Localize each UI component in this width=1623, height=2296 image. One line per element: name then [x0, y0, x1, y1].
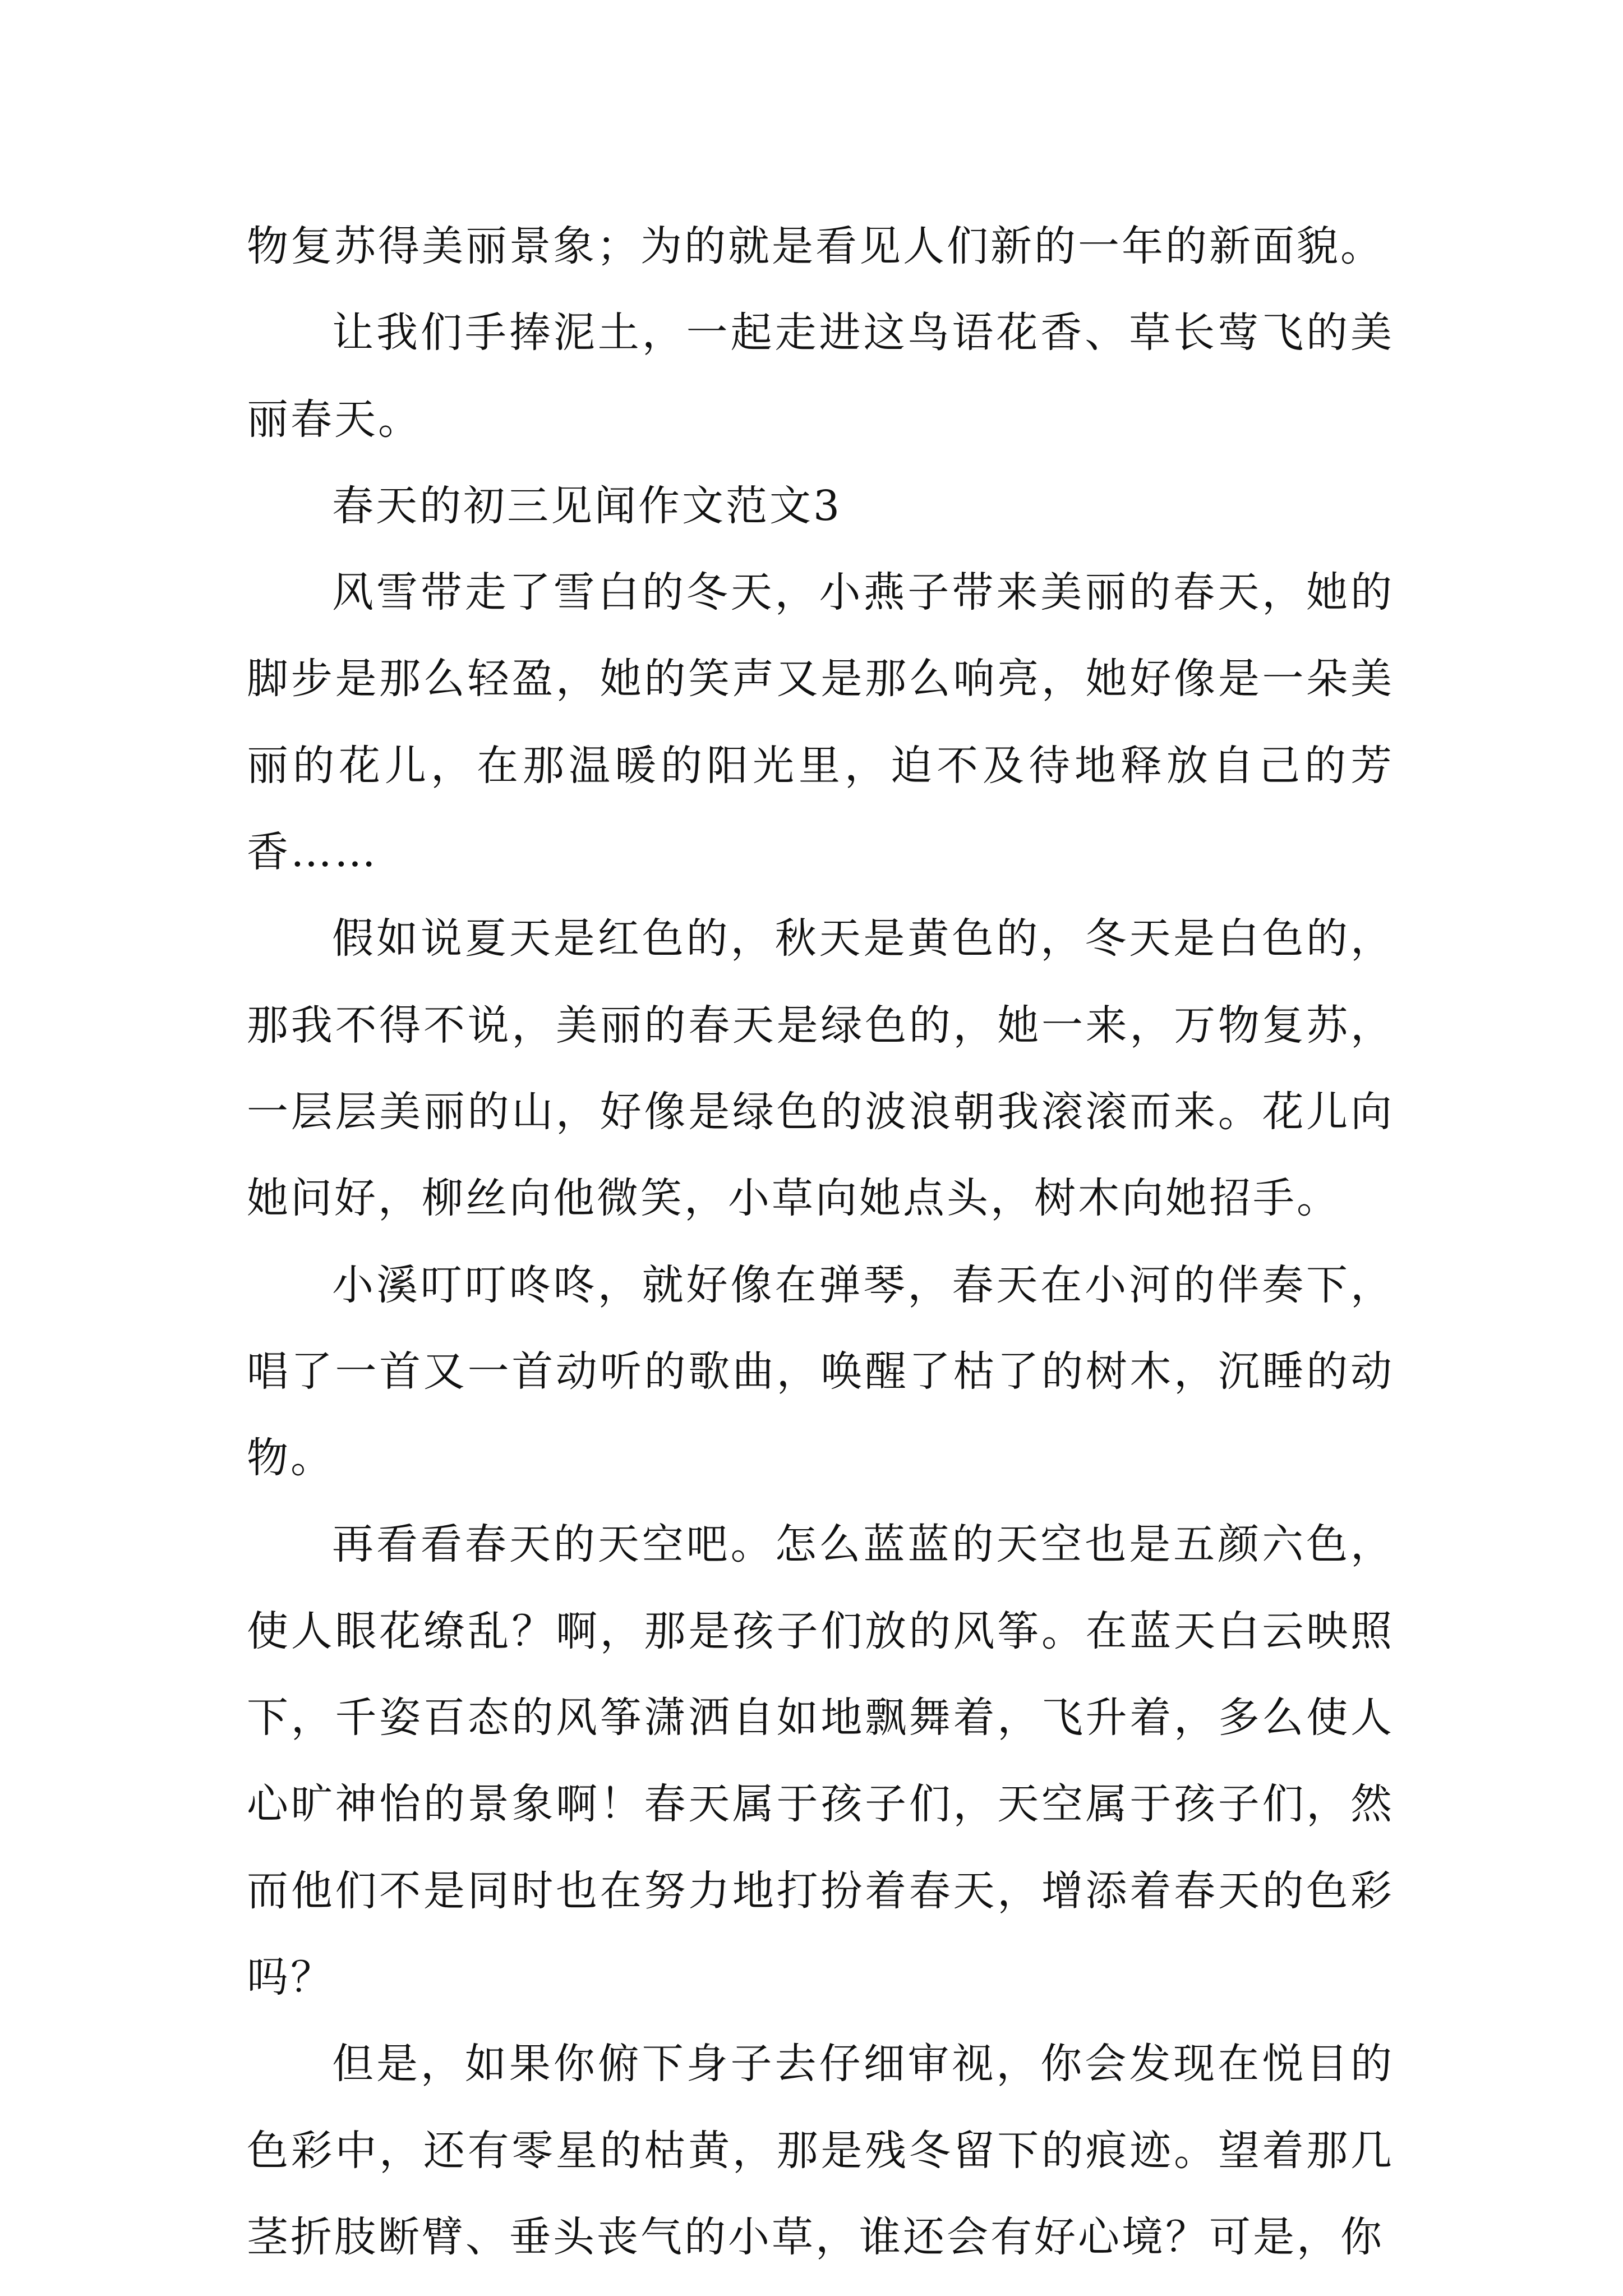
paragraph: 假如说夏天是红色的，秋天是黄色的，冬天是白色的，那我不得不说，美丽的春天是绿色的，她一来，万物复苏，一层层美丽的山，好像是绿色的波浪朝我滚滚而来。花儿向她问好，柳丝向他微笑，小草向她点头，树木向她招手。	[247, 914, 1394, 1223]
document-body	[247, 203, 1394, 2280]
paragraph: 让我们手捧泥土，一起走进这鸟语花香、草长莺飞的美丽春天。	[247, 309, 1394, 444]
paragraph-continuation: 物复苏得美丽景象；为的就是看见人们新的一年的新面貌。	[247, 222, 1384, 270]
paragraph: 风雪带走了雪白的冬天，小燕子带来美丽的春天，她的脚步是那么轻盈，她的笑声又是那么响亮，她好像是一朵美丽的花儿，在那温暖的阳光里，迫不及待地释放自己的芳香……	[247, 568, 1394, 877]
section-heading: 春天的初三见闻作文范文3	[332, 481, 842, 530]
paragraph: 小溪叮叮咚咚，就好像在弹琴，春天在小河的伴奏下，唱了一首又一首动听的歌曲，唤醒了枯了的树木，沉睡的动物。	[247, 1260, 1394, 1483]
paragraph: 但是，如果你俯下身子去仔细审视，你会发现在悦目的色彩中，还有零星的枯黄，那是残冬留下的痕迹。望着那几茎折肢断臂、垂头丧气的小草，谁还会有好心境？可是，你	[247, 2040, 1394, 2261]
paragraph: 再看看春天的天空吧。怎么蓝蓝的天空也是五颜六色，使人眼花缭乱？啊，那是孩子们放的风筝。在蓝天白云映照下，千姿百态的风筝潇洒自如地飘舞着，飞升着，多么使人心旷神怡的景象啊！春天属于孩子们，天空属于孩子们，然而他们不是同时也在努力地打扮着春天，增添着春天的色彩吗？	[247, 1520, 1394, 2001]
